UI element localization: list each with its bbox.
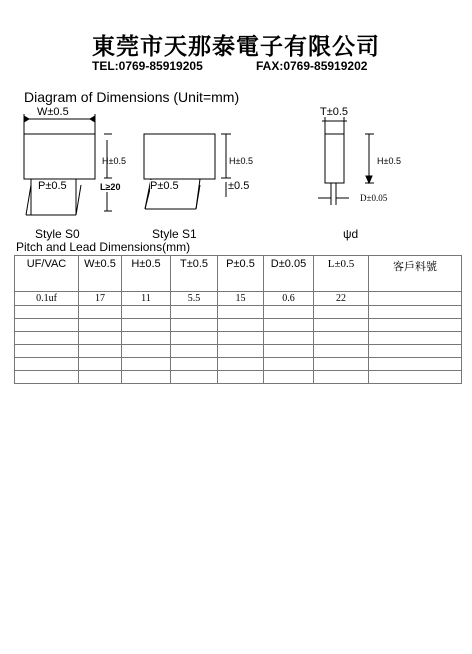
table-title: Pitch and Lead Dimensions(mm)	[16, 240, 191, 254]
table-cell: 0.1uf	[15, 292, 79, 306]
diagram-title: Diagram of Dimensions (Unit=mm)	[24, 89, 240, 105]
lead-diameter-label: D±0.05	[360, 193, 388, 203]
table-cell: 0.6	[264, 292, 314, 306]
capacitor-side-view	[318, 117, 374, 205]
capacitor-style-s0	[24, 114, 112, 215]
style-s0-label: Style S0	[35, 227, 80, 241]
table-cell: 11	[122, 292, 171, 306]
table-cell: 17	[79, 292, 122, 306]
header-cell: 客戶料號	[369, 256, 462, 292]
pitch-tolerance-label: ±0.5	[228, 180, 250, 192]
thickness-label: T±0.5	[320, 106, 349, 118]
table-cell: 22	[314, 292, 369, 306]
table-row	[15, 292, 462, 306]
table-cell	[369, 292, 462, 306]
pitch-label-s0: P±0.5	[38, 180, 67, 192]
table-row	[15, 306, 462, 319]
dimension-diagrams	[0, 0, 472, 250]
header-cell: D±0.05	[264, 256, 314, 292]
table-header-row	[15, 256, 462, 292]
company-name: 東莞市天那泰電子有限公司	[92, 33, 380, 60]
header-cell: P±0.5	[218, 256, 264, 292]
dimensions-table	[14, 255, 462, 384]
lead-length-label: L≥20	[100, 182, 121, 192]
header-cell: L±0.5	[314, 256, 369, 292]
telephone: TEL:0769-85919205	[92, 59, 203, 73]
header-cell: UF/VAC	[15, 256, 79, 292]
table-row	[15, 319, 462, 332]
width-label: W±0.5	[37, 106, 69, 118]
table-cell: 5.5	[171, 292, 218, 306]
table-row	[15, 358, 462, 371]
height-label-s0: H±0.5	[102, 156, 126, 166]
height-label-side: H±0.5	[377, 156, 401, 166]
fax: FAX:0769-85919202	[256, 59, 368, 73]
capacitor-style-s1	[144, 134, 231, 209]
table-row	[15, 332, 462, 345]
header-cell: W±0.5	[79, 256, 122, 292]
header-cell: H±0.5	[122, 256, 171, 292]
table-row	[15, 345, 462, 358]
table-row	[15, 371, 462, 384]
header-cell: T±0.5	[171, 256, 218, 292]
pitch-label-s1: P±0.5	[150, 180, 179, 192]
height-label-s1: H±0.5	[229, 156, 253, 166]
lead-diameter-symbol: ψd	[343, 227, 359, 241]
style-s1-label: Style S1	[152, 227, 197, 241]
table-cell: 15	[218, 292, 264, 306]
